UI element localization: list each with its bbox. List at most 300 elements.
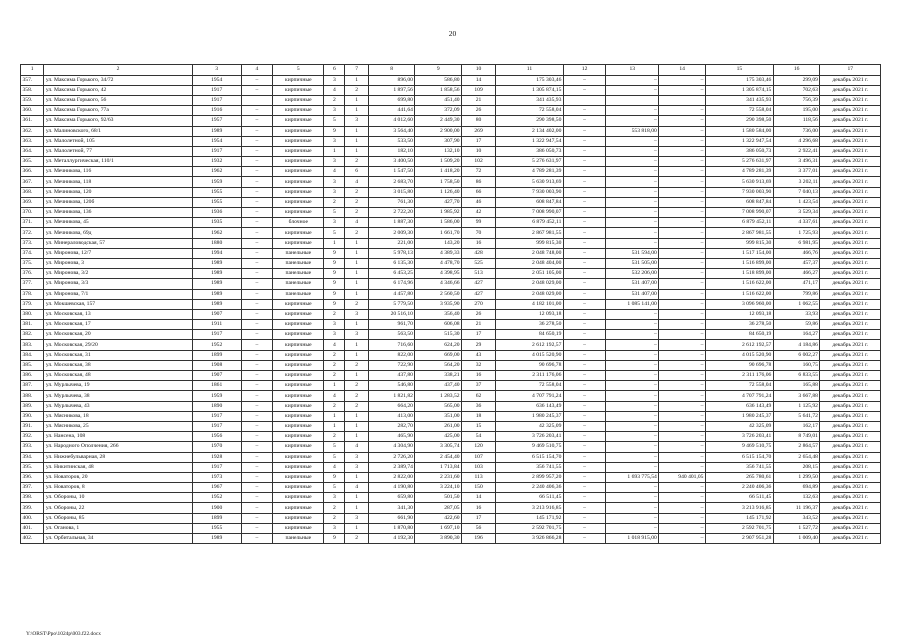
table-cell: 1 [324, 146, 345, 156]
table-cell: 1 [345, 432, 368, 442]
table-row [21, 167, 881, 177]
table-cell: декабрь 2021 г. [820, 371, 881, 381]
table-cell: 386 050,73 [496, 146, 564, 156]
table-cell: 1 [324, 421, 345, 431]
table-cell: 1 [345, 411, 368, 421]
table-cell: 716,60 [368, 340, 415, 350]
table-cell: декабрь 2021 г. [820, 75, 881, 85]
table-cell: 1 586,00 [415, 218, 462, 228]
table-cell: – [563, 228, 605, 238]
table-cell: 1 713,84 [415, 462, 462, 472]
table-cell: 699,80 [368, 95, 415, 105]
table-cell: – [606, 197, 659, 207]
table-cell: панельные [273, 269, 324, 279]
table-cell: 563,50 [368, 330, 415, 340]
table-cell: – [241, 258, 273, 268]
table-cell: 2 612 192,57 [496, 340, 564, 350]
table-cell: ул. Максима Горького, 77а [44, 106, 192, 116]
table-cell: – [606, 411, 659, 421]
table-cell: 6 879 452,11 [496, 218, 564, 228]
table-cell: 390. [21, 411, 44, 421]
table-cell: 1 [345, 269, 368, 279]
table-cell: 1 418,20 [415, 167, 462, 177]
table-cell: 457,37 [773, 258, 820, 268]
table-cell [241, 95, 273, 105]
table-cell: 1954 [192, 75, 241, 85]
table-cell: 360. [21, 106, 44, 116]
table-cell: – [241, 228, 273, 238]
table-cell: 1 018 915,00 [606, 534, 659, 544]
table-cell: ул. Малолетной, 77 [44, 146, 192, 156]
table-cell: 7 008 990,07 [496, 208, 564, 218]
table-cell: 42 325,09 [705, 421, 773, 431]
table-row [21, 472, 881, 482]
table-cell: 1 897,56 [368, 85, 415, 95]
table-cell: декабрь 2021 г. [820, 208, 881, 218]
table-cell: – [241, 503, 273, 513]
table-cell: ул. Мурлычева, 19 [44, 381, 192, 391]
table-cell: – [659, 157, 706, 167]
table-cell: 5 [324, 116, 345, 126]
table-cell: – [563, 197, 605, 207]
table-cell: 1 305 874,15 [496, 85, 564, 95]
table-cell: 822,00 [368, 350, 415, 360]
table-cell: 369. [21, 197, 44, 207]
table-cell: декабрь 2021 г. [820, 197, 881, 207]
table-cell: 6 515 154,70 [496, 452, 564, 462]
table-cell: – [659, 279, 706, 289]
table-cell: 1928 [192, 452, 241, 462]
table-cell: 1907 [192, 371, 241, 381]
table-cell: кирпичные [273, 309, 324, 319]
table-cell: 16 [462, 503, 496, 513]
table-cell: 3 564,40 [368, 126, 415, 136]
table-row [21, 197, 881, 207]
table-cell: декабрь 2021 г. [820, 513, 881, 523]
table-cell: 43 [462, 350, 496, 360]
table-cell: – [563, 309, 605, 319]
table-cell: – [606, 421, 659, 431]
table-cell [563, 95, 605, 105]
table-cell: 6 981,95 [773, 238, 820, 248]
table-cell: декабрь 2021 г. [820, 126, 881, 136]
table-cell: 54 [462, 432, 496, 442]
table-cell: декабрь 2021 г. [820, 269, 881, 279]
table-cell: 384. [21, 350, 44, 360]
table-cell: декабрь 2021 г. [820, 442, 881, 452]
table-cell: 389. [21, 401, 44, 411]
table-cell: – [563, 289, 605, 299]
table-cell: – [563, 116, 605, 126]
table-cell: 2 048 029,00 [496, 279, 564, 289]
table-cell: – [606, 157, 659, 167]
table-cell: 341 435,93 [705, 95, 773, 105]
table-cell: – [659, 299, 706, 309]
table-cell: – [241, 513, 273, 523]
table-cell: кирпичные [273, 391, 324, 401]
table-cell: 14 [462, 75, 496, 85]
table-cell: 3 890,30 [415, 534, 462, 544]
table-cell: – [659, 411, 706, 421]
table-cell: – [563, 157, 605, 167]
table-cell: 6 [345, 167, 368, 177]
table-cell: 1861 [192, 381, 241, 391]
table-cell: – [241, 126, 273, 136]
table-cell: 1916 [192, 106, 241, 116]
table-cell: 385. [21, 360, 44, 370]
table-cell: 160,75 [773, 360, 820, 370]
table-cell: 42 [462, 208, 496, 218]
table-cell: 26 [462, 106, 496, 116]
table-cell: 756,39 [773, 95, 820, 105]
table-cell: 5 276 631,97 [496, 157, 564, 167]
table-cell: – [563, 371, 605, 381]
table-cell: 145 171,92 [496, 513, 564, 523]
table-cell: кирпичные [273, 177, 324, 187]
table-cell: 1954 [192, 136, 241, 146]
table-cell: 1962 [192, 228, 241, 238]
table-cell: 702,63 [773, 85, 820, 95]
table-cell: 896,00 [368, 75, 415, 85]
table-cell: декабрь 2021 г. [820, 309, 881, 319]
table-cell: декабрь 2021 г. [820, 95, 881, 105]
table-cell: ул. Оганова, 1 [44, 523, 192, 533]
table-cell: – [241, 248, 273, 258]
table-cell: 6 515 154,70 [705, 452, 773, 462]
table-cell: кирпичные [273, 381, 324, 391]
table-cell: 2 [345, 360, 368, 370]
table-cell: 3 377,01 [773, 167, 820, 177]
table-row [21, 432, 881, 442]
table-row [21, 279, 881, 289]
table-cell: 4 346,66 [415, 279, 462, 289]
table-cell: 1 725,93 [773, 228, 820, 238]
table-cell: 2 [324, 503, 345, 513]
table-cell: 99 [462, 218, 496, 228]
table-cell: 11 196,37 [773, 503, 820, 513]
table-cell: декабрь 2021 г. [820, 452, 881, 462]
table-row [21, 258, 881, 268]
table-cell: 9 [324, 279, 345, 289]
table-cell: 1917 [192, 95, 241, 105]
table-cell: – [241, 146, 273, 156]
table-row [21, 289, 881, 299]
table-cell: 1 547,50 [368, 167, 415, 177]
table-cell: 2 240 406,36 [705, 483, 773, 493]
table-cell: кирпичные [273, 116, 324, 126]
table-cell: 2 560,50 [415, 289, 462, 299]
table-cell: 1970 [192, 442, 241, 452]
table-cell: 661,90 [368, 513, 415, 523]
table-cell: – [606, 238, 659, 248]
table-cell: кирпичные [273, 167, 324, 177]
table-cell: 1 [345, 289, 368, 299]
table-cell: ул. Мечникова, 136 [44, 208, 192, 218]
table-cell: 1 985,92 [415, 208, 462, 218]
table-cell: 3 [324, 177, 345, 187]
table-cell: панельные [273, 534, 324, 544]
table-cell: ул. Московская, 20 [44, 330, 192, 340]
table-cell: 351,00 [415, 411, 462, 421]
table-row [21, 208, 881, 218]
table-cell: 1994 [192, 248, 241, 258]
table-cell: 2 048 404,00 [496, 258, 564, 268]
table-cell: 1989 [192, 299, 241, 309]
table-cell: 363. [21, 136, 44, 146]
table-cell: 381. [21, 320, 44, 330]
table-cell: 437,80 [368, 371, 415, 381]
table-row [21, 228, 881, 238]
table-cell: – [606, 208, 659, 218]
table-cell: 1 518 899,00 [705, 269, 773, 279]
table-cell: – [241, 401, 273, 411]
table-cell: – [241, 340, 273, 350]
table-cell: декабрь 2021 г. [820, 85, 881, 95]
table-cell: – [659, 146, 706, 156]
table-cell: 636 143,49 [496, 401, 564, 411]
table-cell: 531 505,00 [606, 258, 659, 268]
table-row [21, 513, 881, 523]
table-cell: 2 [324, 360, 345, 370]
table-cell: 9 [324, 126, 345, 136]
table-cell: – [659, 309, 706, 319]
table-cell: 282,70 [368, 421, 415, 431]
table-cell: 2 907 951,28 [705, 534, 773, 544]
table-cell: 364. [21, 146, 44, 156]
table-cell: 3 [324, 523, 345, 533]
table-cell: – [659, 442, 706, 452]
table-cell: 428 [462, 248, 496, 258]
table-cell: 471,17 [773, 279, 820, 289]
table-cell: – [606, 442, 659, 452]
table-cell: 7 040,13 [773, 187, 820, 197]
table-cell: – [241, 269, 273, 279]
table-cell: 3 726 203,41 [705, 432, 773, 442]
table-cell: – [563, 513, 605, 523]
table-cell: декабрь 2021 г. [820, 289, 881, 299]
table-cell: 1 [345, 320, 368, 330]
table-cell: – [241, 421, 273, 431]
table-cell: ул. Новаторов, 20 [44, 472, 192, 482]
table-row [21, 523, 881, 533]
table-cell: 1917 [192, 85, 241, 95]
table-cell: панельные [273, 248, 324, 258]
table-cell: 361. [21, 116, 44, 126]
table-cell: – [563, 85, 605, 95]
table-cell: – [241, 432, 273, 442]
table-cell: – [659, 106, 706, 116]
table-cell: 17 [462, 513, 496, 523]
table-cell: – [606, 391, 659, 401]
table-cell: 1989 [192, 258, 241, 268]
table-cell: 1 [345, 126, 368, 136]
table-cell: 1 580 584,00 [705, 126, 773, 136]
table-cell: – [563, 350, 605, 360]
page-number: 20 [448, 29, 457, 38]
column-header: 17 [820, 65, 881, 76]
table-cell: – [659, 75, 706, 85]
table-cell: 358. [21, 85, 44, 95]
table-cell: ул. Нансена, 108 [44, 432, 192, 442]
table-cell: 1 870,80 [368, 523, 415, 533]
table-cell: 531 594,00 [606, 248, 659, 258]
table-cell: – [241, 299, 273, 309]
table-cell: ул. Обороны, 22 [44, 503, 192, 513]
table-cell: – [659, 228, 706, 238]
table-cell: 393. [21, 442, 44, 452]
table-cell: – [241, 534, 273, 544]
table-cell: – [659, 421, 706, 431]
table-cell: 515,30 [415, 330, 462, 340]
table-cell: – [241, 411, 273, 421]
table-cell: декабрь 2021 г. [820, 472, 881, 482]
table-cell: декабрь 2021 г. [820, 106, 881, 116]
table-cell: 441,64 [368, 106, 415, 116]
table-cell: 1 821,82 [368, 391, 415, 401]
table-cell: 1955 [192, 197, 241, 207]
table-cell: декабрь 2021 г. [820, 177, 881, 187]
table-cell: 375. [21, 258, 44, 268]
table-cell: 3 935,90 [415, 299, 462, 309]
table-cell: ул. Мурлычева, 43 [44, 401, 192, 411]
table-cell: 1 [345, 421, 368, 431]
table-cell: кирпичные [273, 513, 324, 523]
table-cell: 3 926 866,28 [496, 534, 564, 544]
table-cell: 1890 [192, 401, 241, 411]
table-cell: 2 [324, 432, 345, 442]
table-cell: декабрь 2021 г. [820, 483, 881, 493]
table-cell: ул. Миронова, 7/1 [44, 289, 192, 299]
table-cell: – [241, 75, 273, 85]
table-cell: 2 822,00 [368, 472, 415, 482]
table-cell: 532 206,00 [606, 269, 659, 279]
table-cell: – [241, 85, 273, 95]
table-cell: 1899 [192, 513, 241, 523]
table-cell: – [241, 289, 273, 299]
table-cell: 722,90 [368, 360, 415, 370]
table-cell: – [241, 493, 273, 503]
table-cell: кирпичные [273, 299, 324, 309]
table-cell: – [659, 238, 706, 248]
table-cell: ул. Московская, 13 [44, 309, 192, 319]
table-row [21, 126, 881, 136]
table-row [21, 503, 881, 513]
table-row [21, 136, 881, 146]
table-cell: 373. [21, 238, 44, 248]
table-cell: – [659, 197, 706, 207]
table-cell: – [241, 116, 273, 126]
table-cell: 5 630 913,69 [705, 177, 773, 187]
table-cell: 1962 [192, 167, 241, 177]
table-cell: 664,20 [368, 401, 415, 411]
table-cell: 1908 [192, 360, 241, 370]
table-cell: 4 789 281,39 [496, 167, 564, 177]
table-row [21, 340, 881, 350]
table-cell: 9 [324, 472, 345, 482]
table-cell: 1 [345, 371, 368, 381]
table-cell: 1973 [192, 472, 241, 482]
table-row [21, 157, 881, 167]
table-cell: – [241, 360, 273, 370]
table-cell: декабрь 2021 г. [820, 157, 881, 167]
table-cell: 1917 [192, 330, 241, 340]
table-header-row [21, 65, 881, 76]
table-cell: 694,89 [773, 483, 820, 493]
column-header: 10 [462, 65, 496, 76]
column-header: 1 [21, 65, 44, 76]
table-cell: 9 [324, 299, 345, 309]
table-cell: – [563, 248, 605, 258]
table-cell: – [241, 167, 273, 177]
table-cell: – [241, 309, 273, 319]
column-header: 3 [192, 65, 241, 76]
table-cell: – [659, 493, 706, 503]
table-cell: – [563, 432, 605, 442]
table-cell: 1 980 245,37 [496, 411, 564, 421]
table-cell: – [563, 411, 605, 421]
table-cell: – [659, 258, 706, 268]
table-cell: 1 125,92 [773, 401, 820, 411]
table-cell: 2 454,40 [415, 452, 462, 462]
table-cell: 162,17 [773, 421, 820, 431]
table-cell: 12 093,18 [705, 309, 773, 319]
table-cell: декабрь 2021 г. [820, 350, 881, 360]
table-cell: 72 558,04 [496, 106, 564, 116]
table-cell: 14 [462, 493, 496, 503]
table-cell: кирпичные [273, 493, 324, 503]
table-cell: ул. Максима Горького, 56 [44, 95, 192, 105]
table-row [21, 95, 881, 105]
table-cell: декабрь 2021 г. [820, 401, 881, 411]
table-cell: 1 887,30 [368, 218, 415, 228]
table-cell: 1 [345, 472, 368, 482]
table-cell: – [659, 371, 706, 381]
table-cell: декабрь 2021 г. [820, 503, 881, 513]
table-cell: 378. [21, 289, 44, 299]
table-cell: – [241, 391, 273, 401]
table-cell: 4 [324, 85, 345, 95]
table-cell: ул. Миронова, 3/2 [44, 269, 192, 279]
table-cell: – [659, 391, 706, 401]
table-cell: – [241, 177, 273, 187]
table-cell: 2 [345, 534, 368, 544]
table-cell: – [563, 340, 605, 350]
table-cell: 42 325,09 [496, 421, 564, 431]
table-cell: кирпичные [273, 462, 324, 472]
table-cell: – [659, 381, 706, 391]
table-cell: ул. Малолетной, 105 [44, 136, 192, 146]
table-cell: 338,21 [415, 371, 462, 381]
table-cell: 368. [21, 187, 44, 197]
table-cell: 2 [345, 157, 368, 167]
table-cell: декабрь 2021 г. [820, 146, 881, 156]
table-cell: кирпичные [273, 187, 324, 197]
table-cell: – [606, 116, 659, 126]
table-cell: 367. [21, 177, 44, 187]
table-cell: – [659, 462, 706, 472]
table-cell: 531 407,00 [606, 279, 659, 289]
table-cell: 307,90 [415, 136, 462, 146]
table-row [21, 238, 881, 248]
table-cell: 1 697,10 [415, 523, 462, 533]
table-cell: 2 240 406,36 [496, 483, 564, 493]
table-cell: 3 096 960,00 [705, 299, 773, 309]
table-cell: 341,30 [368, 503, 415, 513]
table-cell: 143,20 [415, 238, 462, 248]
table-cell: кирпичные [273, 421, 324, 431]
table-cell: 287,05 [415, 503, 462, 513]
table-cell: – [563, 299, 605, 309]
